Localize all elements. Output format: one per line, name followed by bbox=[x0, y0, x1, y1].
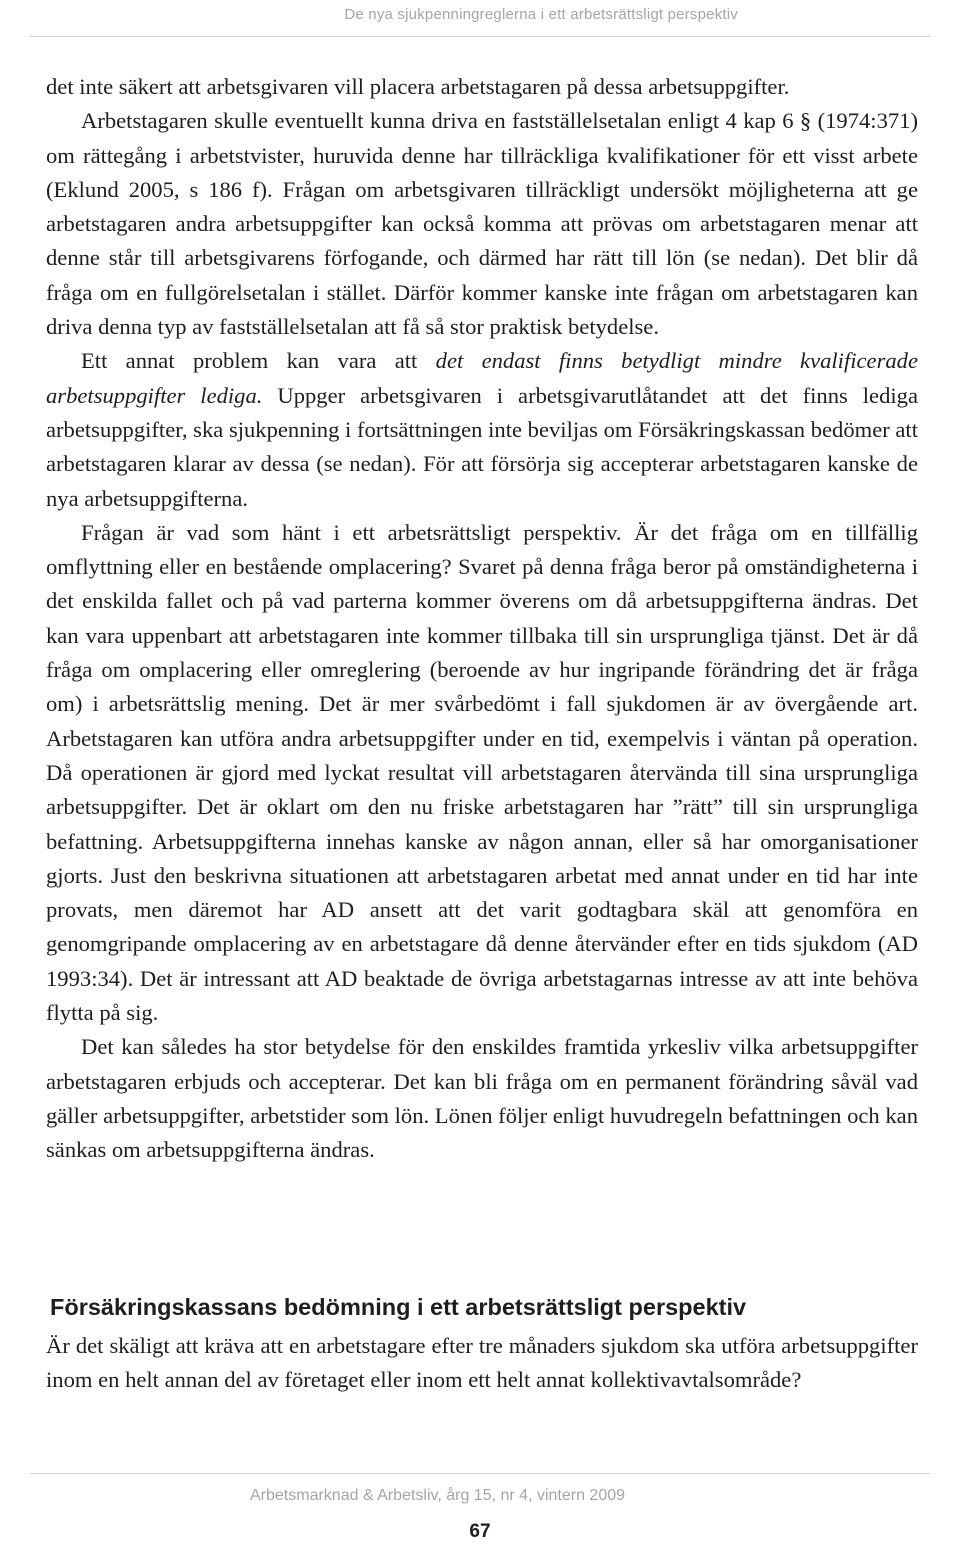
running-header: De nya sjukpenningreglerna i ett arbetsrättsligt perspektiv bbox=[344, 6, 738, 23]
header-rule bbox=[30, 36, 930, 37]
body-text bbox=[46, 70, 918, 1168]
paragraph-continuation: det inte säkert att arbetsgivaren vill placera arbetstagaren på dessa arbetsuppgifter. bbox=[46, 74, 790, 99]
section-intro: Är det skäligt att kräva att en arbetstagare efter tre månaders sjukdom ska utföra arbetsuppgifter inom en helt annan del av företaget eller inom ett helt annat kollektivavtalsområde? bbox=[46, 1333, 918, 1393]
section-heading: Försäkringskassans bedömning i ett arbetsrättsligt perspektiv bbox=[50, 1294, 747, 1320]
paragraph: Frågan är vad som hänt i ett arbetsrättsligt perspektiv. Är det fråga om en tillfällig omflyttning eller en bestående omplacering? Svaret på denna fråga beror på omständigheterna i det enskilda fallet och på vad parterna kommer överens om då arbetsuppgifterna ändras. Det kan vara uppenbart att arbetstagaren inte kommer tillbaka till sin ursprungliga tjänst. Det är då fråga om omplacering eller omreglering (beroende av hur ingripande förändring det är fråga om) i arbetsrättslig mening. Det är mer svårbedömt i fall sjukdomen är av övergående art. Arbetstagaren kan utföra andra arbetsuppgifter under en tid, exempelvis i väntan på operation. Då operationen är gjord med lyckat resultat vill arbetstagaren återvända till sina ursprungliga arbetsuppgifter. Det är oklart om den nu friske arbetstagaren har ”rätt” till sin ursprungliga befattning. Arbetsuppgifterna innehas kanske av någon annan, eller så har omorganisationer gjorts. Just den beskrivna situationen att arbetstagaren arbetat med annat under en tid har inte provats, men däremot har AD ansett att det varit godtagbara skäl att genomföra en genomgripande omplacering av en arbetstagare då denne återvänder efter en tids sjukdom (AD 1993:34). Det är intressant att AD beaktade de övriga arbetstagarnas intresse av att inte behöva flytta på sig. bbox=[46, 519, 918, 1026]
page-number: 67 bbox=[469, 1521, 491, 1542]
footer-rule bbox=[30, 1473, 930, 1474]
paragraph: Arbetstagaren skulle eventuellt kunna driva en fastställelsetalan enligt 4 kap 6 § (1974:371) om rättegång i arbetstvister, huruvida denne har tillräckliga kvalifikationer för ett visst arbete (Eklund 2005, s 186 f). Frågan om arbetsgivaren tillräckligt undersökt möjligheterna att ge arbetstagaren andra arbetsuppgifter kan också komma att prövas om arbetstagaren menar att denne står till arbetsgivarens förfogande, och därmed har rätt till lön (se nedan). Det blir då fråga om en fullgörelsetalan i stället. Därför kommer kanske inte frågan om arbetstagaren kan driva denna typ av fastställelsetalan att få så stor praktisk betydelse. bbox=[46, 108, 918, 340]
italic-emphasis: det endast finns betydligt mindre kvalificerade arbetsuppgifter lediga. bbox=[46, 348, 918, 408]
paragraph: Det kan således ha stor betydelse för den enskildes framtida yrkesliv vilka arbetsuppgifter arbetstagaren erbjuds och accepterar. Det kan bli fråga om en permanent förändring såväl vad gäller arbetsuppgifter, arbetstider som lön. Lönen följer enligt huvudregeln befattningen och kan sänkas om arbetsuppgifterna ändras. bbox=[46, 1034, 918, 1163]
running-footer: Arbetsmarknad & Arbetsliv, årg 15, nr 4, vintern 2009 bbox=[250, 1487, 626, 1504]
paragraph-text: Uppger arbetsgivaren i arbetsgivarutlåtandet att det finns lediga arbetsuppgifter, ska sjukpenning i fortsättningen inte beviljas om Försäkringskassan bedömer att arbetstagaren klarar av dessa (se nedan). För att försörja sig accepterar arbetstagaren kanske de nya arbetsuppgifterna. bbox=[46, 382, 918, 511]
paragraph bbox=[46, 344, 918, 515]
paragraph-text: Ett annat problem kan vara att bbox=[81, 348, 436, 374]
